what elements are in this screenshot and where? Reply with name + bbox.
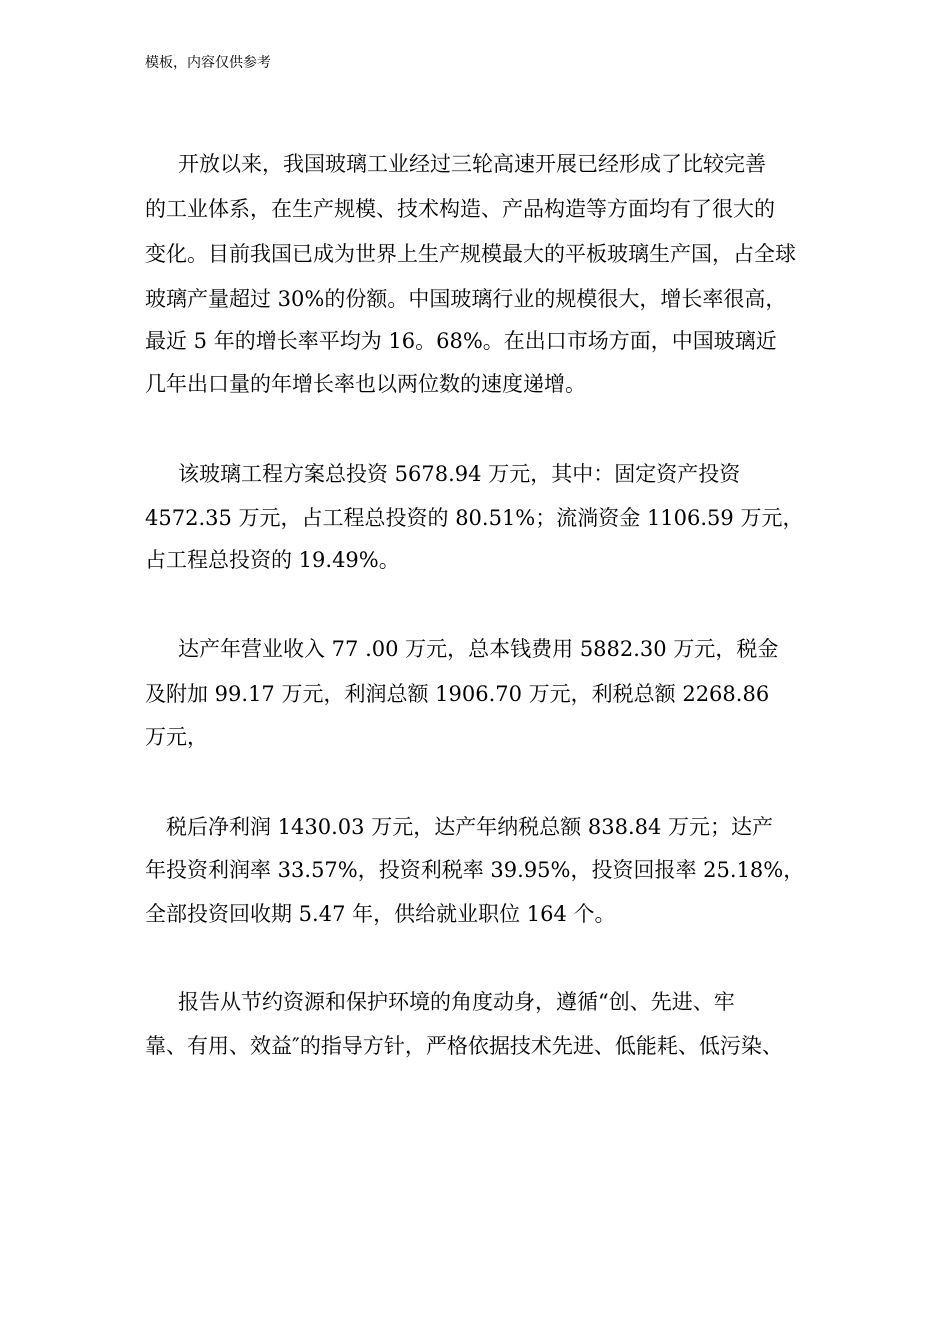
paragraph-2-line-2: 4572.35 万元，占工程总投资的 80.51%；流淌资金 1106.59 万元，: [145, 506, 804, 530]
paragraph-5-line-1: 报告从节约资源和保护环境的角度动身，遵循“创、先进、牢: [178, 990, 735, 1014]
paragraph-1-line-4: 玻璃产量超过 30%的份额。中国玻璃行业的规模很大，增长率很高，: [145, 287, 787, 311]
paragraph-1-line-3: 变化。目前我国已成为世界上生产规模最大的平板玻璃生产国，占全球: [145, 242, 796, 266]
paragraph-3-line-2: 及附加 99.17 万元，利润总额 1906.70 万元，利税总额 2268.86: [145, 682, 770, 706]
paragraph-1-line-2: 的工业体系，在生产规模、技术构造、产品构造等方面均有了很大的: [145, 197, 775, 221]
paragraph-2-line-1: 该玻璃工程方案总投资 5678.94 万元，其中：固定资产投资: [178, 462, 741, 486]
paragraph-4-line-3: 全部投资回收期 5.47 年，供给就业职位 164 个。: [145, 902, 616, 926]
paragraph-2-line-3: 占工程总投资的 19.49%。: [145, 548, 400, 572]
paragraph-4-line-2: 年投资利润率 33.57%，投资利税率 39.95%，投资回报率 25.18%，: [145, 858, 805, 882]
paragraph-4-line-1: 税后净利润 1430.03 万元，达产年纳税总额 838.84 万元；达产: [166, 815, 774, 839]
paragraph-3-line-1: 达产年营业收入 77 .00 万元，总本钱费用 5882.30 万元，税金: [178, 637, 779, 661]
paragraph-5-line-2: 靠、有用、效益″的指导方针，严格依据技术先进、低能耗、低污染、: [145, 1034, 783, 1058]
paragraph-1-line-5: 最近 5 年的增长率平均为 16。68%。在出口市场方面，中国玻璃近: [145, 329, 777, 353]
header-note: 模板，内容仅供参考: [145, 55, 271, 71]
paragraph-3-line-3: 万元，: [145, 725, 208, 749]
paragraph-1-line-6: 几年出口量的年增长率也以两位数的速度递增。: [145, 372, 586, 396]
paragraph-1-line-1: 开放以来，我国玻璃工业经过三轮高速开展已经形成了比较完善: [178, 152, 766, 176]
